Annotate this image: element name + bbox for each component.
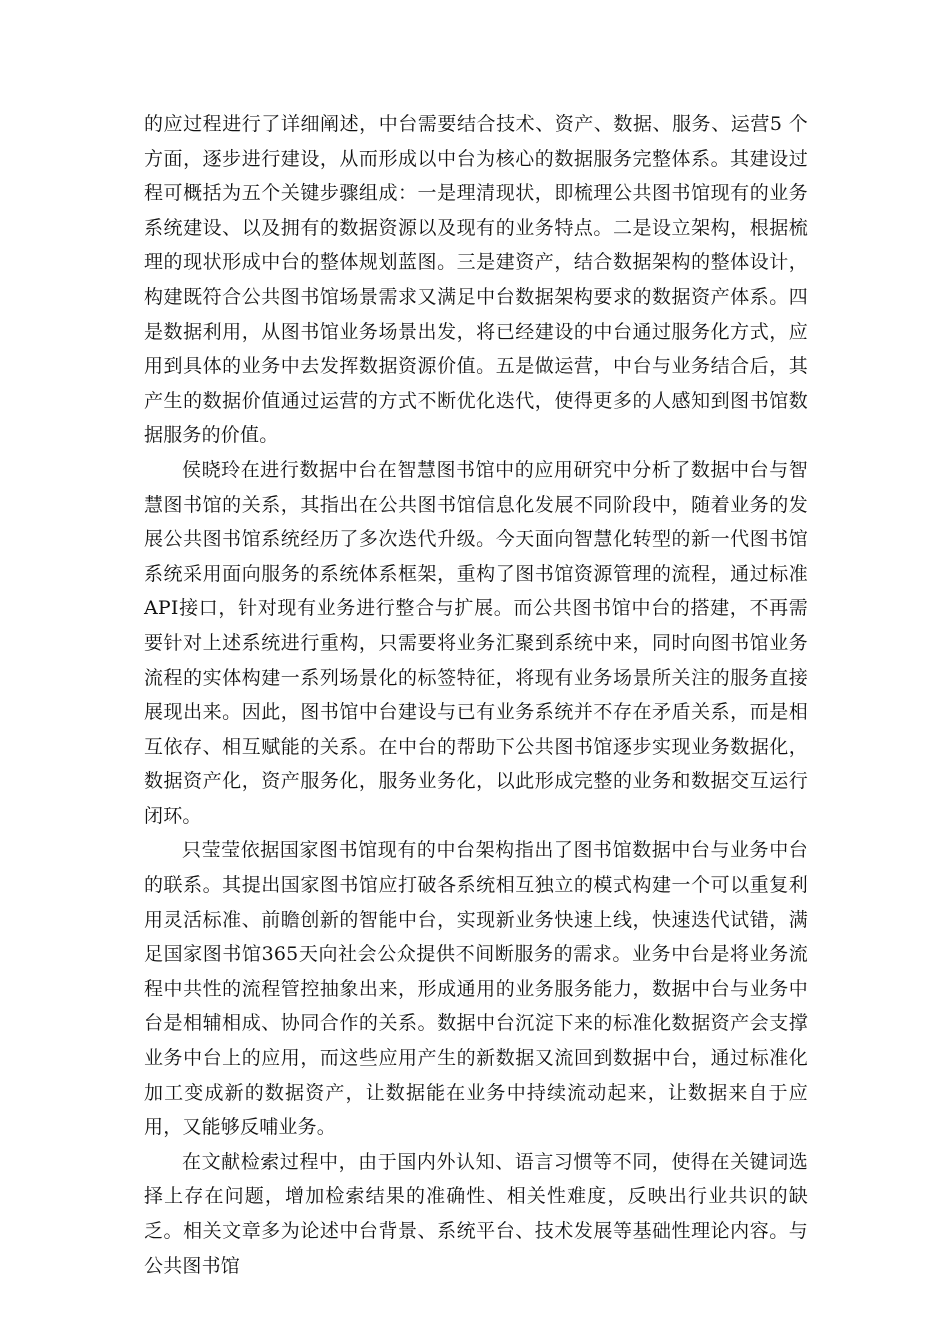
paragraph-1: 的应过程进行了详细阐述，中台需要结合技术、资产、数据、服务、运营5 个方面，逐步进行建设，从而形成以中台为核心的数据服务完整体系。其建设过程可概括为五个关键步骤组成：一是理清现状，即梳理公共图书馆现有的业务系统建设、以及拥有的数据资源以及现有的业务特点。二是设立架构，根据梳理的现状形成中台的整体规划蓝图。三是建资产，结合数据架构的整体设计，构建既符合公共图书馆场景需求又满足中台数据架构要求的数据资产体系。四是数据利用，从图书馆业务场景出发，将已经建设的中台通过服务化方式，应用到具体的业务中去发挥数据资源价值。五是做运营，中台与业务结合后，其产生的数据价值通过运营的方式不断优化迭代，使得更多的人感知到图书馆数据服务的价值。	[144, 113, 808, 447]
paragraph-4: 在文献检索过程中，由于国内外认知、语言习惯等不同，使得在关键词选择上存在问题，增加检索结果的准确性、相关性难度，反映出行业共识的缺乏。相关文章多为论述中台背景、系统平台、技术发展等基础性理论内容。与公共图书馆	[144, 1150, 808, 1277]
paragraph-3: 只莹莹依据国家图书馆现有的中台架构指出了图书馆数据中台与业务中台的联系。其提出国家图书馆应打破各系统相互独立的模式构建一个可以重复利用灵活标准、前瞻创新的智能中台，实现新业务快速上线，快速迭代试错，满足国家图书馆365天向社会公众提供不间断服务的需求。业务中台是将业务流程中共性的流程管控抽象出来，形成通用的业务服务能力，数据中台与业务中台是相辅相成、协同合作的关系。数据中台沉淀下来的标准化数据资产会支撑业务中台上的应用，而这些应用产生的新数据又流回到数据中台，通过标准化加工变成新的数据资产，让数据能在业务中持续流动起来，让数据来自于应用，又能够反哺业务。	[144, 839, 808, 1139]
body-text	[144, 107, 808, 1283]
paragraph-2: 侯晓玲在进行数据中台在智慧图书馆中的应用研究中分析了数据中台与智慧图书馆的关系，其指出在公共图书馆信息化发展不同阶段中，随着业务的发展公共图书馆系统经历了多次迭代升级。今天面向智慧化转型的新一代图书馆系统采用面向服务的系统体系框架，重构了图书馆资源管理的流程，通过标准API接口，针对现有业务进行整合与扩展。而公共图书馆中台的搭建，不再需要针对上述系统进行重构，只需要将业务汇聚到系统中来，同时向图书馆业务流程的实体构建一系列场景化的标签特征，将现有业务场景所关注的服务直接展现出来。因此，图书馆中台建设与已有业务系统并不存在矛盾关系，而是相互依存、相互赋能的关系。在中台的帮助下公共图书馆逐步实现业务数据化，数据资产化，资产服务化，服务业务化，以此形成完整的业务和数据交互运行闭环。	[144, 458, 808, 827]
